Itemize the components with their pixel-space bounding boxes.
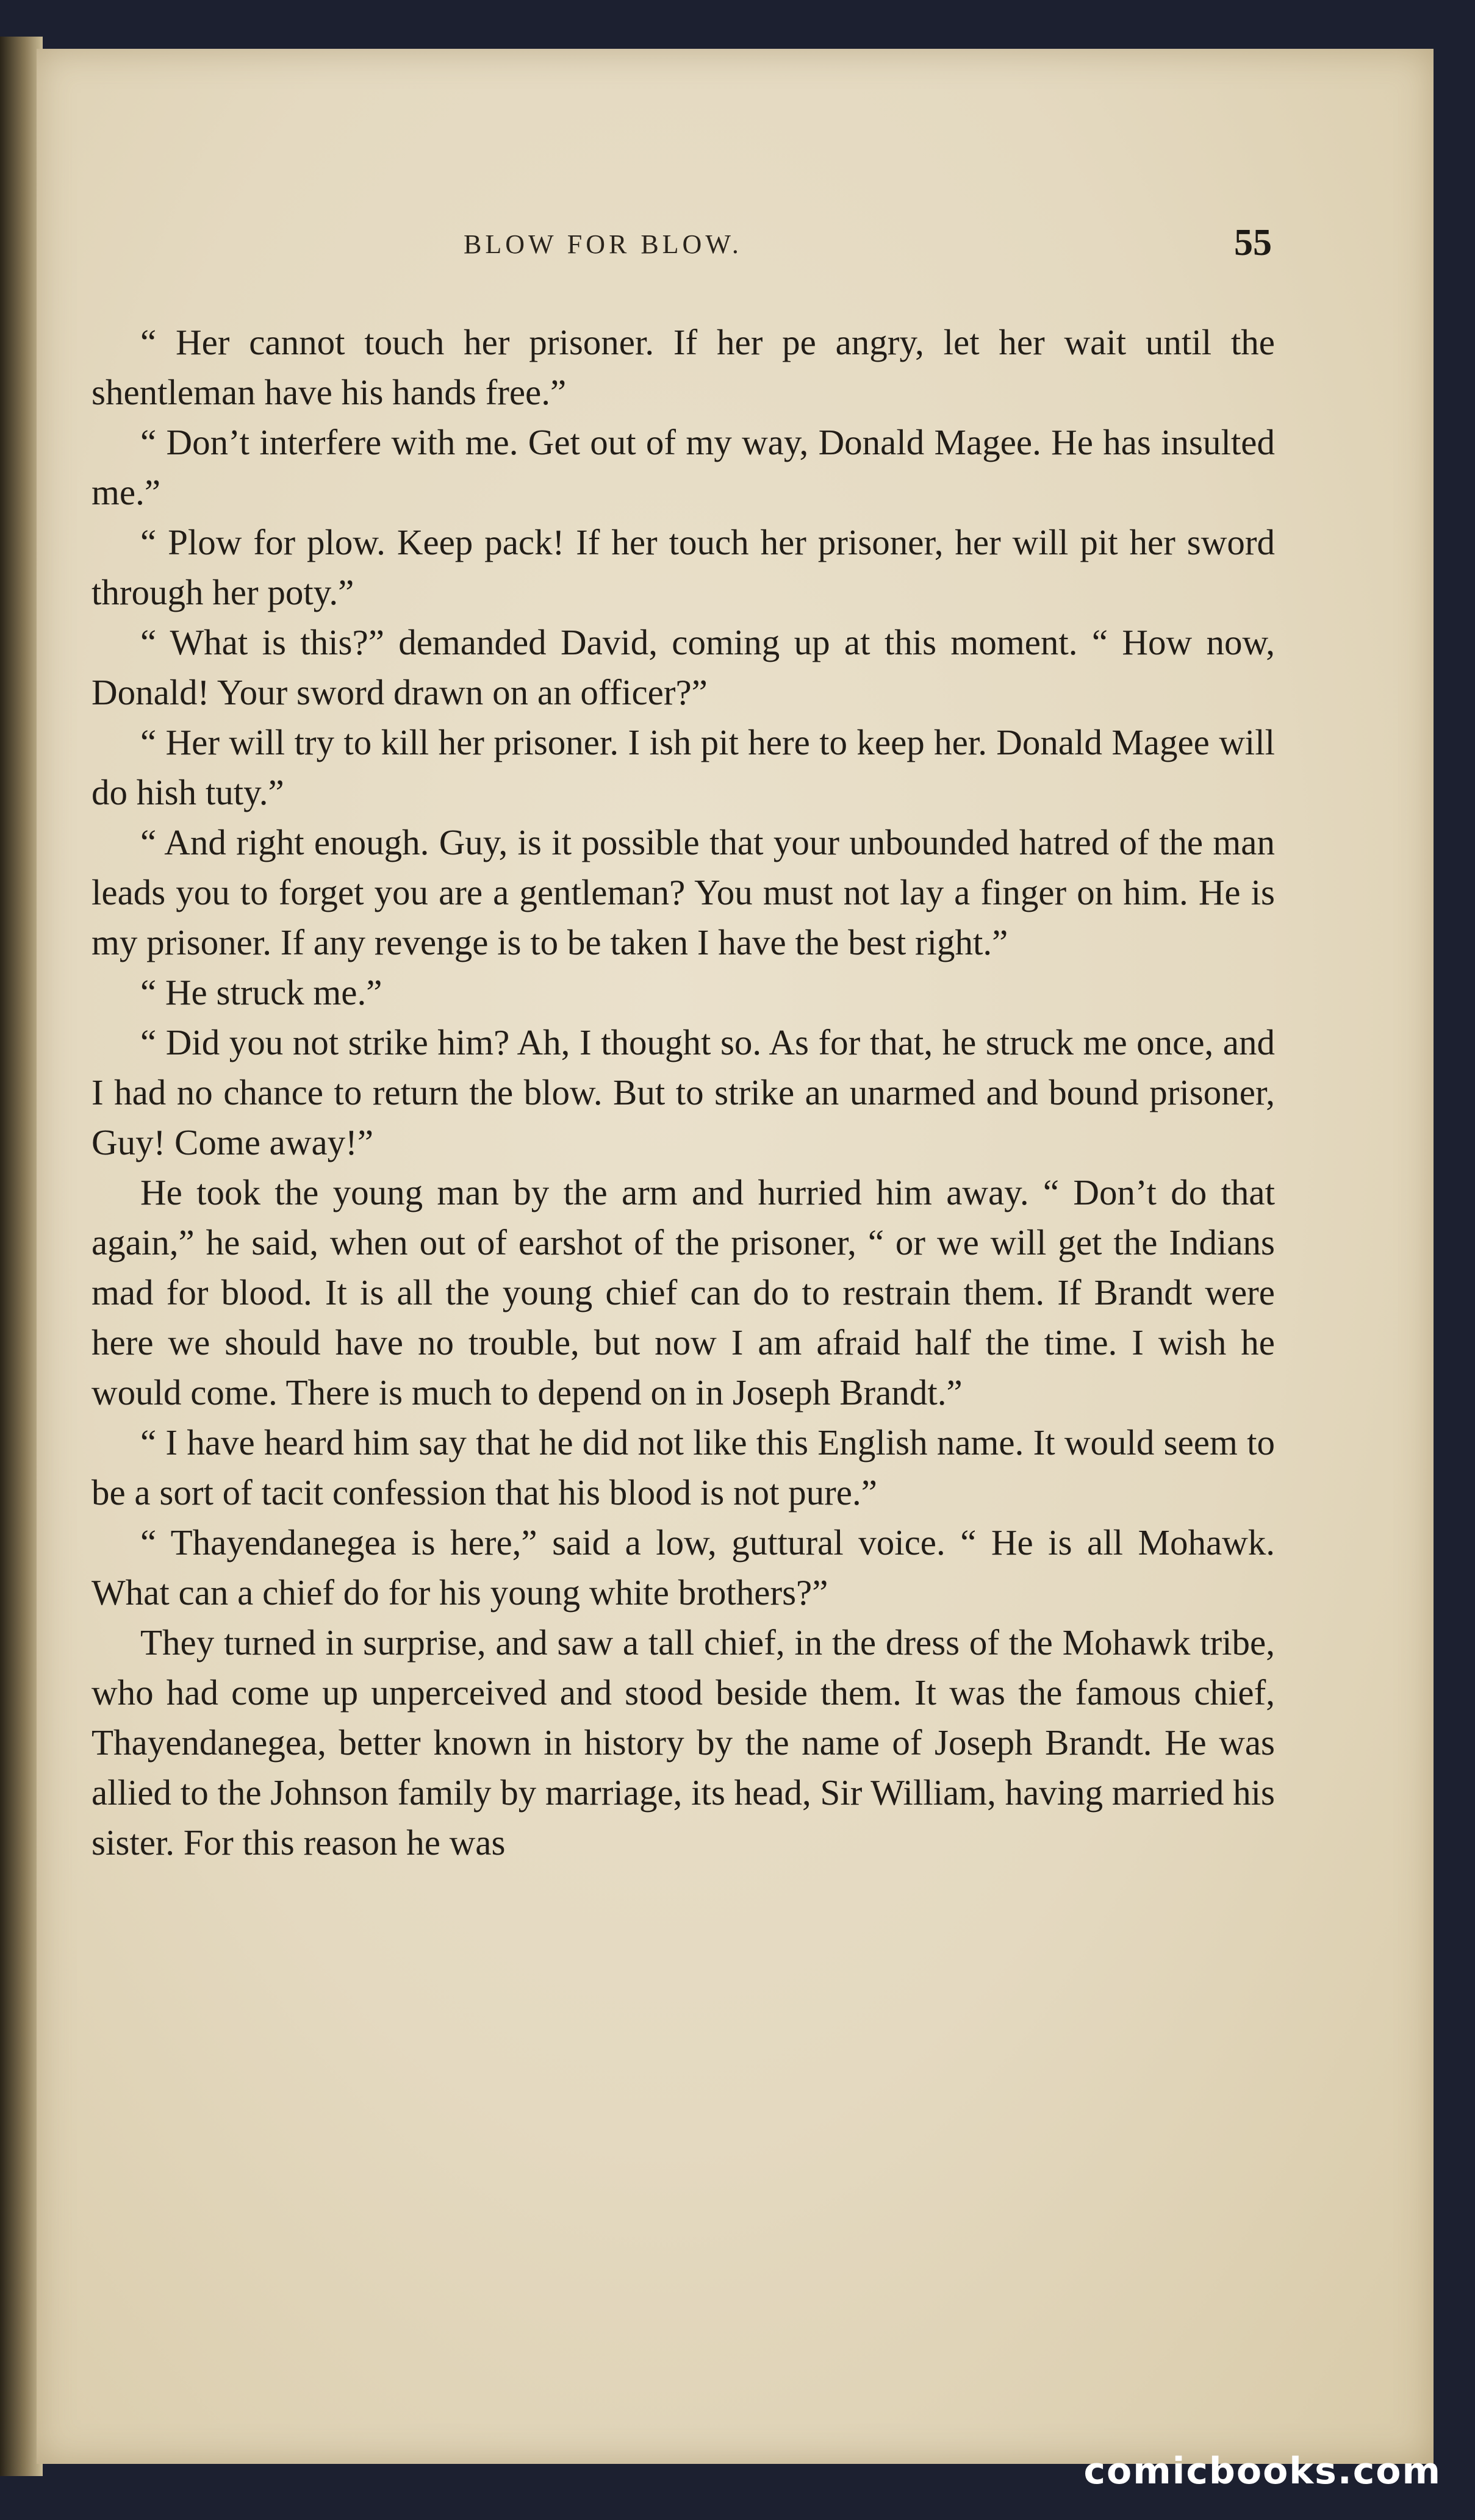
paragraph: He took the young man by the arm and hurried him away. “ Don’t do that again,” he said, when out of earshot of the prisoner, “ or we will get the Indians mad for blood. It is all the young chief can do to restrain them. If Brandt were here we should have no trouble, but now I am afraid half the time. I wish he would come. There is much to depend on in Joseph Brandt.”: [92, 1172, 1275, 1412]
paragraph: “ I have heard him say that he did not like this English name. It would seem to be a sort of tacit confession that his blood is not pure.”: [92, 1422, 1275, 1512]
running-head: BLOW FOR BLOW.: [464, 229, 742, 259]
paragraph: “ What is this?” demanded David, coming up at this moment. “ How now, Donald! Your sword drawn on an officer?”: [92, 622, 1275, 712]
paragraph: “ Did you not strike him? Ah, I thought so. As for that, he struck me once, and I had no chance to return the blow. But to strike an unarmed and bound prisoner, Guy! Come away!”: [92, 1022, 1275, 1162]
paragraph: “ Plow for plow. Keep pack! If her touch her prisoner, her will pit her sword through her poty.”: [92, 522, 1275, 612]
paragraph: “ Her cannot touch her prisoner. If her pe angry, let her wait until the shentleman have his hands free.”: [92, 322, 1275, 412]
paragraph: They turned in surprise, and saw a tall chief, in the dress of the Mohawk tribe, who had come up unperceived and stood beside them. It was the famous chief, Thayendanegea, better known in history by the name of Joseph Brandt. He was allied to the Johnson family by marriage, its head, Sir William, having married his sister. For this reason he was: [92, 1622, 1275, 1863]
paragraph: “ And right enough. Guy, is it possible that your unbounded hatred of the man leads you to forget you are a gentleman? You must not lay a finger on him. He is my prisoner. If any revenge is to be taken I have the best right.”: [92, 822, 1275, 962]
book-page: [37, 49, 1434, 2464]
paragraph: “ He struck me.”: [140, 972, 382, 1012]
page-number: 55: [1234, 222, 1272, 263]
paragraph: “ Her will try to kill her prisoner. I ish pit here to keep her. Donald Magee will do hish tuty.”: [92, 722, 1275, 812]
body-text: [92, 317, 1275, 1867]
site-watermark: comicbooks.com: [1083, 2450, 1441, 2493]
paragraph: “ Don’t interfere with me. Get out of my way, Donald Magee. He has insulted me.”: [92, 422, 1275, 512]
page-header: [37, 222, 1434, 271]
paragraph: “ Thayendanegea is here,” said a low, guttural voice. “ He is all Mohawk. What can a chief do for his young white brothers?”: [92, 1522, 1275, 1613]
